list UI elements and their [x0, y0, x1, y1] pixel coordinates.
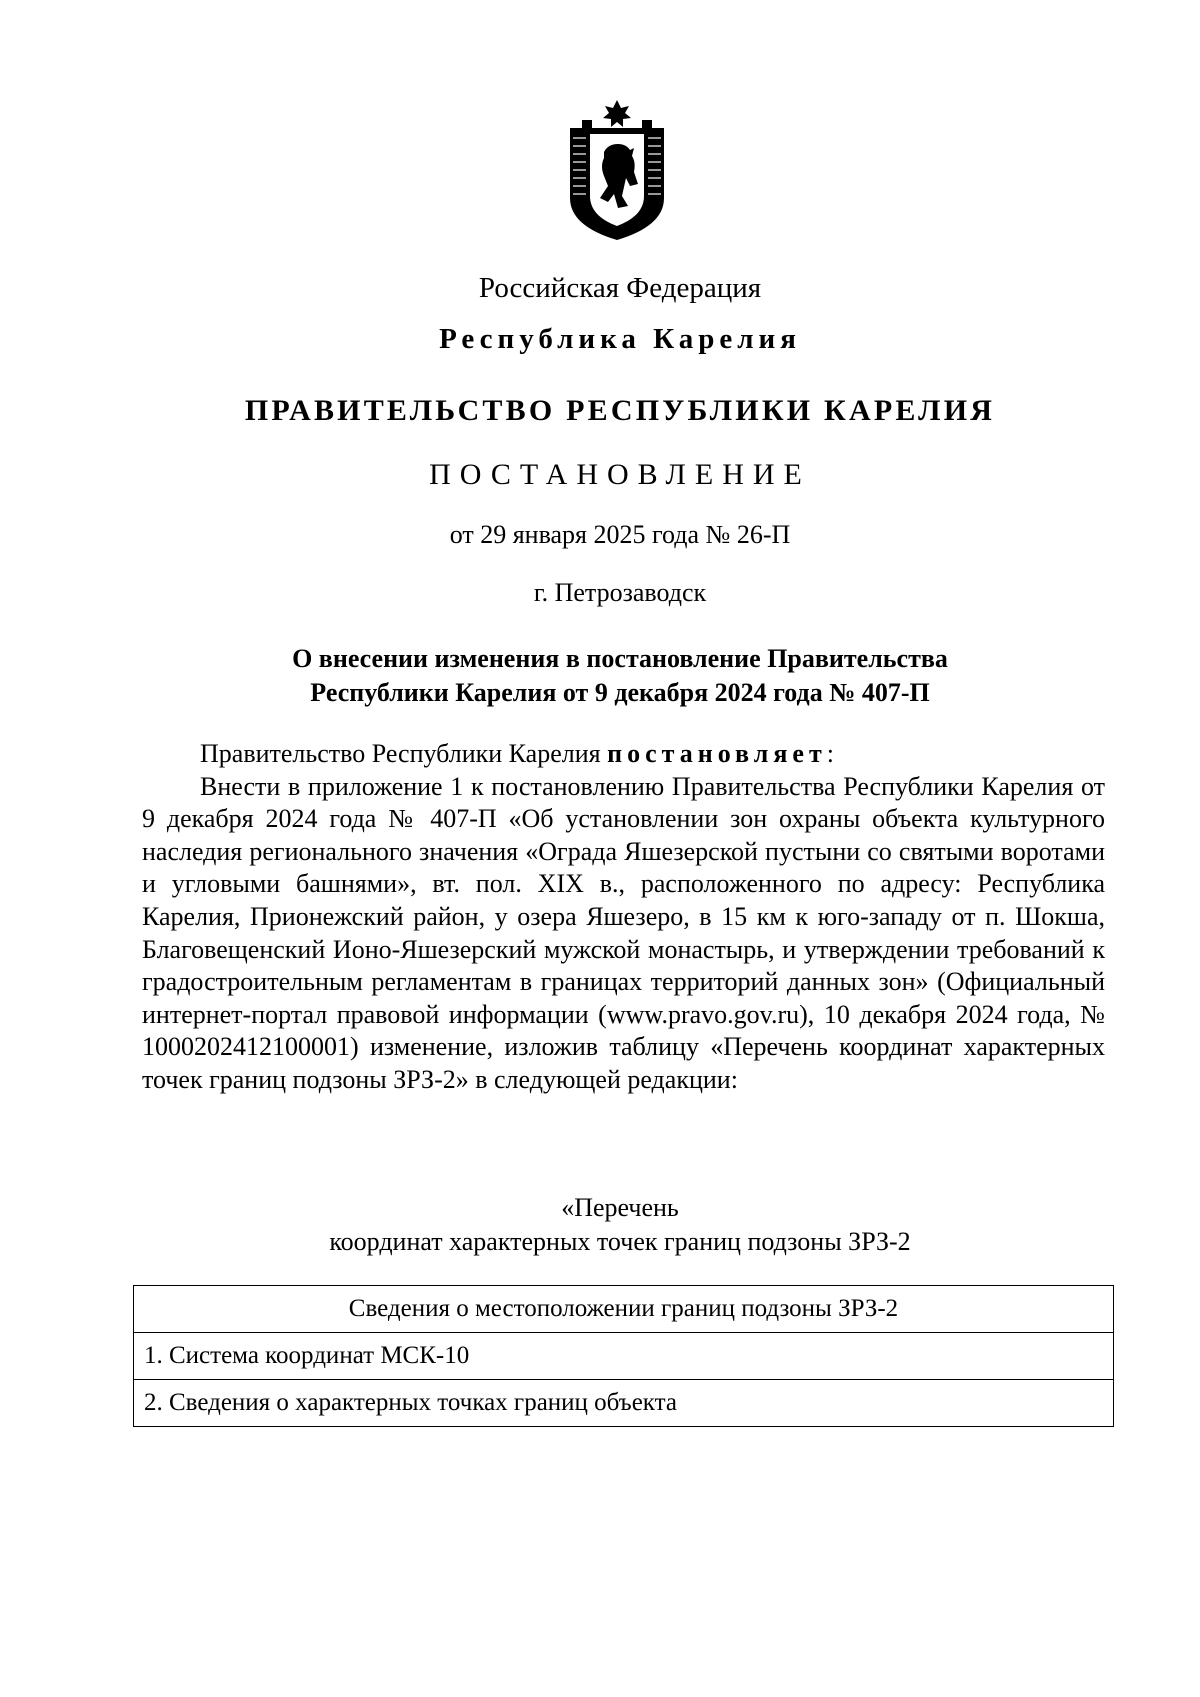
intro-paragraph [142, 738, 1105, 771]
karelia-coat-of-arms-icon [564, 98, 670, 242]
list-title-line-1: «Перечень [561, 1193, 679, 1222]
table-cell: 1. Система координат МСК-10 [134, 1333, 1114, 1380]
intro-suffix: : [826, 739, 834, 768]
list-title-line-2: координат характерных точек границ подзоны ЗРЗ-2 [329, 1227, 911, 1256]
boundaries-table [133, 1285, 1114, 1427]
subject-line-2: Республики Карелия от 9 декабря 2024 года № 407-П [310, 678, 930, 707]
republic-name: Республика Карелия [439, 323, 801, 355]
table-cell: 2. Сведения о характерных точках границ объекта [134, 1380, 1114, 1427]
table-header-row [134, 1286, 1114, 1333]
intro-keyword: постановляет [607, 739, 827, 768]
document-type: ПОСТАНОВЛЕНИЕ [429, 458, 811, 491]
table-row [134, 1333, 1114, 1380]
list-title [0, 1191, 1200, 1259]
document-body [142, 738, 1105, 1097]
document-city: г. Петрозаводск [533, 578, 707, 607]
document-subject [0, 642, 1200, 710]
country-name: Российская Федерация [478, 272, 762, 304]
table-row [134, 1380, 1114, 1427]
document-date-number: от 29 января 2025 года № 26-П [449, 520, 791, 549]
subject-line-1: О внесении изменения в постановление Правительства [292, 644, 948, 673]
intro-prefix: Правительство Республики Карелия [200, 739, 608, 768]
government-title: ПРАВИТЕЛЬСТВО РЕСПУБЛИКИ КАРЕЛИЯ [244, 394, 996, 427]
table-header-cell: Сведения о местоположении границ подзоны ЗРЗ-2 [134, 1286, 1114, 1333]
main-paragraph: Внести в приложение 1 к постановлению Правительства Республики Карелия от 9 декабря 2024 года № 407-П «Об установлении зон охраны объекта культурного наследия регионального значения «Ограда Яшезерской пустыни со святыми воротами и угловыми башнями», вт. пол. XIX в., расположенного по адресу: Республика Карелия, Прионежский район, у озера Яшезеро, в 15 км к юго-западу от п. Шокша, Благовещенский Ионо-Яшезерский мужской монастырь, и утверждении требований к градостроительным регламентам в границах территорий данных зон» (Официальный интернет-портал правовой информации (www.pravo.gov.ru), 10 декабря 2024 года, № 1000202412100001) изменение, изложив таблицу «Перечень координат характерных точек границ подзоны ЗРЗ-2» в следующей редакции: [142, 771, 1105, 1094]
